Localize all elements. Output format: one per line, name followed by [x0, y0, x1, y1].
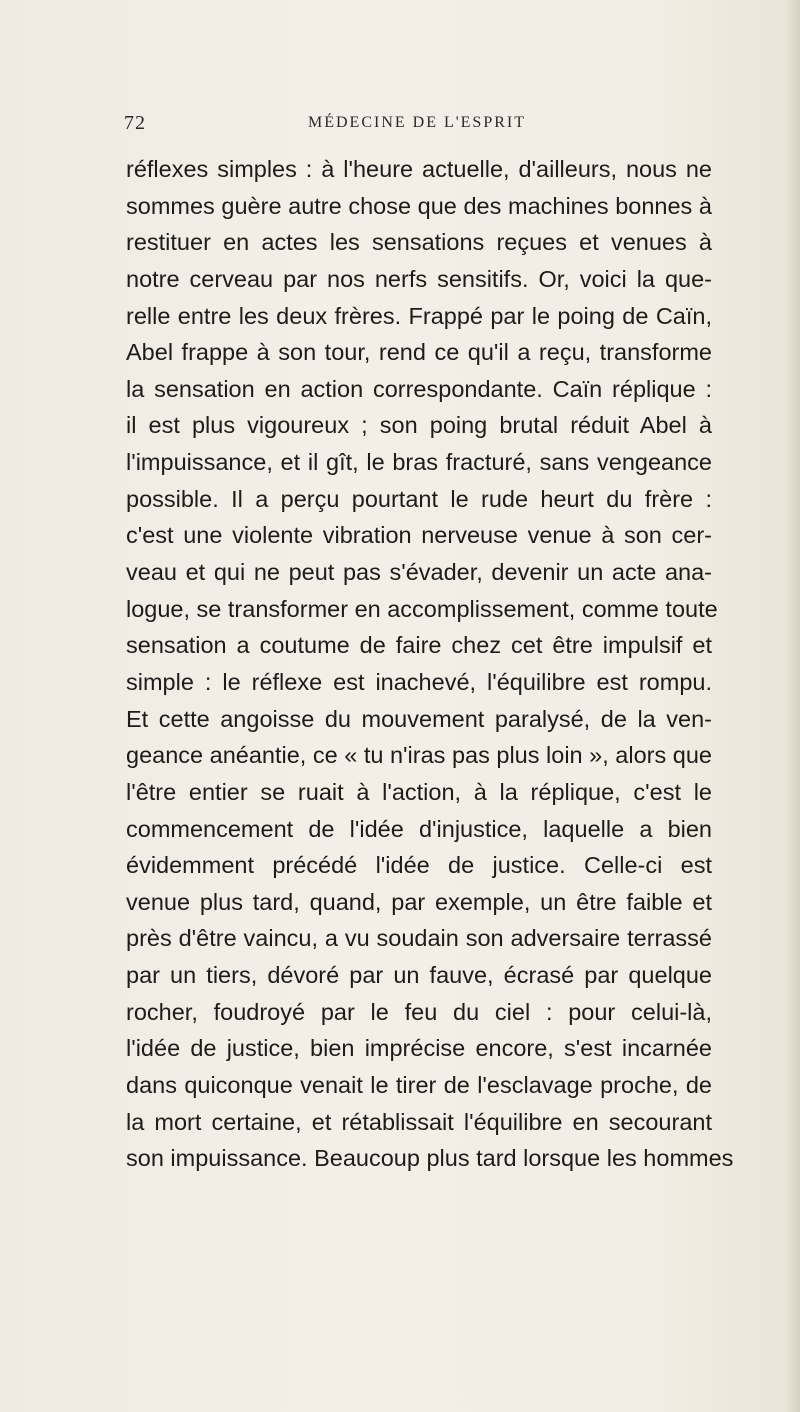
text-line: Et cette angoisse du mouvement paralysé, de la ven- — [126, 705, 712, 732]
text-line: simple : le réflexe est inachevé, l'équilibre est rompu. — [126, 668, 712, 695]
text-line: évidemment précédé l'idée de justice. Celle-ci est — [126, 852, 712, 879]
text-line: logue, se transformer en accomplissement, comme toute — [126, 595, 718, 622]
text-line: c'est une violente vibration nerveuse venue à son cer- — [126, 522, 712, 549]
text-line: possible. Il a perçu pourtant le rude heurt du frère : — [126, 485, 712, 512]
page-edge-shadow — [786, 0, 800, 1412]
text-line: Abel frappe à son tour, rend ce qu'il a reçu, transforme — [126, 339, 712, 366]
text-line: sensation a coutume de faire chez cet être impulsif et — [126, 632, 712, 659]
text-line: sommes guère autre chose que des machines bonnes à — [126, 192, 712, 219]
text-line: l'impuissance, et il gît, le bras fracturé, sans vengeance — [126, 449, 712, 476]
page-header — [124, 112, 710, 140]
text-line: restituer en actes les sensations reçues et venues à — [126, 229, 712, 256]
text-line: par un tiers, dévoré par un fauve, écrasé par quelque — [126, 962, 712, 989]
text-line: réflexes simples : à l'heure actuelle, d'ailleurs, nous ne — [126, 156, 712, 182]
text-line: dans quiconque venait le tirer de l'esclavage proche, de — [126, 1072, 712, 1099]
text-line: la mort certaine, et rétablissait l'équilibre en secourant — [126, 1108, 712, 1135]
text-line: près d'être vaincu, a vu soudain son adversaire terrassé — [126, 925, 712, 952]
body-text — [126, 151, 734, 1177]
text-line: notre cerveau par nos nerfs sensitifs. Or, voici la que- — [126, 265, 712, 292]
text-line: l'être entier se ruait à l'action, à la réplique, c'est le — [126, 778, 712, 805]
text-line: il est plus vigoureux ; son poing brutal réduit Abel à — [126, 412, 712, 439]
text-line: geance anéantie, ce « tu n'iras pas plus loin », alors que — [126, 742, 712, 769]
page-number: 72 — [124, 112, 146, 134]
text-line: rocher, foudroyé par le feu du ciel : pour celui-là, — [126, 998, 712, 1025]
text-line: la sensation en action correspondante. Caïn réplique : — [126, 375, 712, 402]
text-line: relle entre les deux frères. Frappé par le poing de Caïn, — [126, 302, 712, 329]
running-title: MÉDECINE DE L'ESPRIT — [308, 114, 526, 131]
text-line: veau et qui ne peut pas s'évader, devenir un acte ana- — [126, 559, 712, 586]
text-line: venue plus tard, quand, par exemple, un être faible et — [126, 888, 712, 915]
text-line: commencement de l'idée d'injustice, laquelle a bien — [126, 815, 712, 842]
text-line: son impuissance. Beaucoup plus tard lorsque les hommes — [126, 1145, 734, 1172]
text-line: l'idée de justice, bien imprécise encore, s'est incarnée — [126, 1035, 712, 1062]
